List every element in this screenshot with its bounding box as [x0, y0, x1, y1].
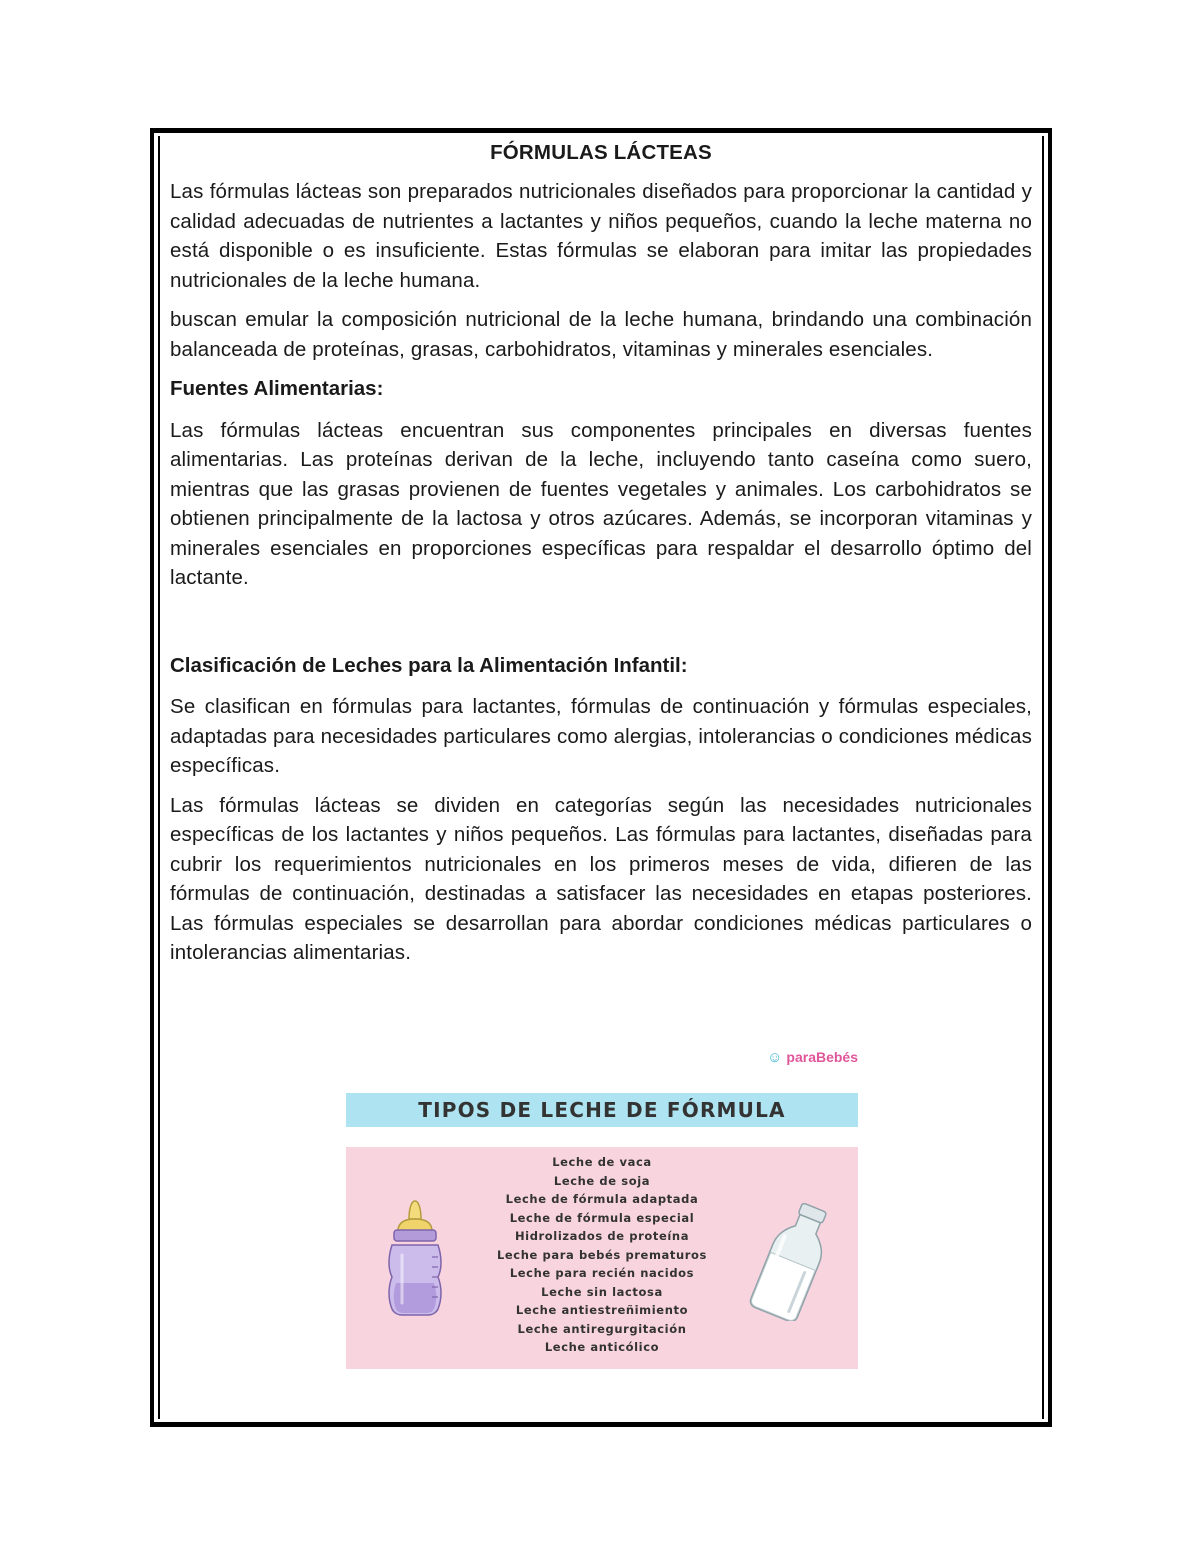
infographic-panel: [346, 1147, 858, 1369]
list-item: Hidrolizados de proteína: [514, 1229, 690, 1243]
infographic-banner: [346, 1093, 858, 1127]
list-item: Leche antiregurgitación: [517, 1321, 687, 1336]
brand-logo: [767, 1049, 858, 1066]
intro-paragraph-1: Las fórmulas lácteas son preparados nutricionales diseñados para proporcionar la cantidad y calidad adecuadas de nutrientes a lactantes y niños pequeños, cuando la leche materna no está disponible o es insuficiente. Estas fórmulas se elaboran para imitar las propiedades nutricionales de la leche humana.: [170, 180, 1032, 292]
spacer: [170, 603, 1032, 651]
list-item: Leche anticólico: [544, 1340, 660, 1354]
list-item: Leche de fórmula especial: [509, 1210, 695, 1225]
formula-types-infographic: [346, 1049, 858, 1373]
document-content: [170, 141, 1032, 978]
infographic-title: TIPOS DE LECHE DE FÓRMULA: [418, 1098, 786, 1122]
list-item: Leche de soja: [553, 1173, 651, 1188]
section-heading-clasificacion: Clasificación de Leches para la Alimentación Infantil:: [170, 653, 688, 677]
baby-face-icon: ☺: [767, 1049, 783, 1066]
list-item: Leche de vaca: [552, 1155, 652, 1169]
list-item: Leche para recién nacidos: [509, 1266, 695, 1280]
list-item: Leche para bebés prematuros: [496, 1247, 708, 1262]
milk-bottle-icon: [742, 1201, 842, 1321]
document-frame: [150, 128, 1052, 1427]
brand-name: paraBebés: [786, 1049, 858, 1065]
formula-types-list: [474, 1153, 730, 1357]
list-item: Leche antiestreñimiento: [515, 1303, 689, 1317]
section-heading-fuentes: Fuentes Alimentarias:: [170, 377, 384, 400]
clasificacion-paragraph-2: Las fórmulas lácteas se dividen en categorías según las necesidades nutricionales específicas de los lactantes y niños pequeños. Las fórmulas para lactantes, diseñadas para cubrir los requerimientos nutricionales en los primeros meses de vida, difieren de las fórmulas de continuación, destinadas a satisfacer las necesidades en etapas posteriores. Las fórmulas especiales se desarrollan para abordar condiciones médicas particulares o intolerancias alimentarias.: [170, 793, 1032, 964]
fuentes-paragraph: Las fórmulas lácteas encuentran sus componentes principales en diversas fuentes alimentarias. Las proteínas derivan de la leche, incluyendo tanto caseína como suero, mientras que las grasas provienen de fuentes vegetales y animales. Los carbohidratos se obtienen principalmente de la lactosa y otros azúcares. Además, se incorporan vitaminas y minerales esenciales en proporciones específicas para respaldar el desarrollo óptimo del lactante.: [170, 418, 1032, 589]
intro-paragraph-2: buscan emular la composición nutricional de la leche humana, brindando una combinación balanceada de proteínas, grasas, carbohidratos, vitaminas y minerales esenciales.: [170, 308, 1032, 361]
baby-bottle-icon: [382, 1197, 448, 1317]
list-item: Leche de fórmula adaptada: [505, 1192, 699, 1206]
list-item: Leche sin lactosa: [541, 1284, 663, 1299]
document-title: FÓRMULAS LÁCTEAS: [490, 141, 712, 164]
clasificacion-paragraph-1: Se clasifican en fórmulas para lactantes, fórmulas de continuación y fórmulas especiales, adaptadas para necesidades particulares como alergias, intolerancias o condiciones médicas específicas.: [170, 695, 1032, 777]
